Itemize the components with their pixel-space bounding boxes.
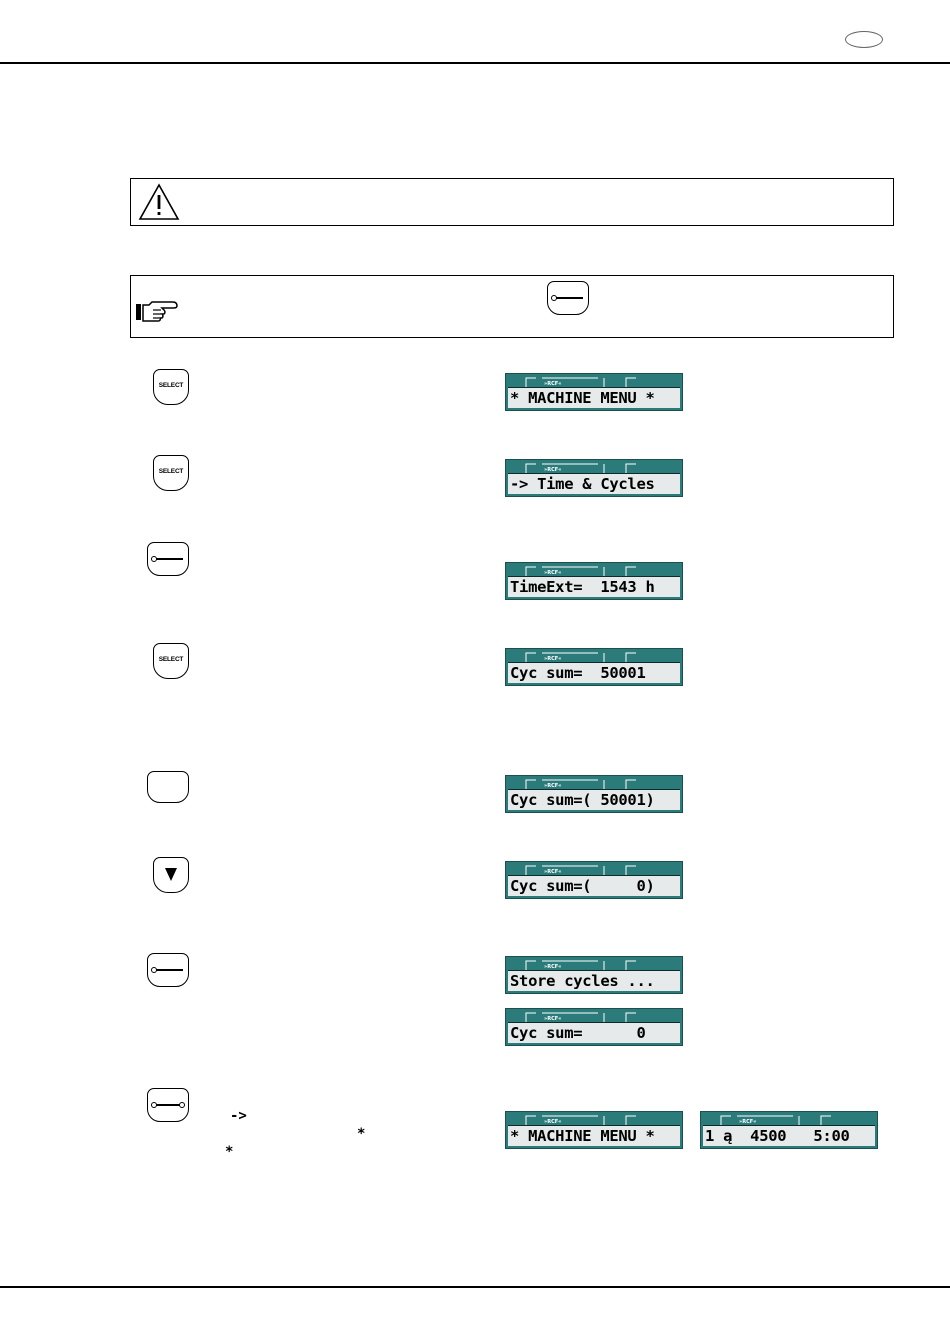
lcd-text: Cyc sum=( 50001)	[510, 791, 655, 809]
footer-rule	[0, 1286, 950, 1288]
svg-text:»RCF«: »RCF«	[544, 381, 562, 387]
warning-box	[130, 178, 894, 226]
svg-text:»RCF«: »RCF«	[544, 467, 562, 473]
svg-text:»RCF«: »RCF«	[544, 1119, 562, 1125]
asterisk-symbol: *	[357, 1126, 366, 1142]
lcd-text: Store cycles ...	[510, 972, 655, 990]
lcd-text: * MACHINE MENU *	[510, 1127, 655, 1145]
svg-text:»RCF«: »RCF«	[739, 1119, 757, 1125]
blank-key[interactable]	[147, 771, 189, 803]
enter-key-icon	[547, 281, 589, 315]
lcd-text: -> Time & Cycles	[510, 475, 655, 493]
note-box	[130, 275, 894, 338]
select-key-label: SELECT	[158, 382, 184, 389]
down-arrow-key[interactable]	[153, 857, 189, 893]
lcd-display	[505, 1008, 683, 1046]
lcd-display	[505, 562, 683, 600]
select-key[interactable]	[153, 455, 189, 491]
enter-key[interactable]	[147, 953, 189, 987]
select-key-label: SELECT	[158, 468, 184, 475]
svg-text:»RCF«: »RCF«	[544, 869, 562, 875]
lcd-display	[700, 1111, 878, 1149]
warning-triangle-icon	[137, 182, 181, 222]
lcd-text: Cyc sum=( 0)	[510, 877, 655, 895]
svg-text:»RCF«: »RCF«	[544, 783, 562, 789]
svg-text:»RCF«: »RCF«	[544, 1016, 562, 1022]
lcd-display	[505, 459, 683, 497]
svg-text:»RCF«: »RCF«	[544, 964, 562, 970]
lcd-display	[505, 775, 683, 813]
exit-key[interactable]	[147, 1088, 189, 1122]
enter-key[interactable]	[147, 542, 189, 576]
arrow-symbol: ->	[230, 1108, 247, 1124]
lcd-text: 1 ą 4500 5:00	[705, 1127, 850, 1145]
lcd-display	[505, 956, 683, 994]
lcd-text: Cyc sum= 0	[510, 1024, 646, 1042]
lcd-display	[505, 861, 683, 899]
select-key[interactable]	[153, 643, 189, 679]
select-key-label: SELECT	[158, 656, 184, 663]
lcd-display	[505, 648, 683, 686]
pointing-hand-icon	[135, 300, 179, 324]
lcd-display	[505, 1111, 683, 1149]
svg-text:»RCF«: »RCF«	[544, 570, 562, 576]
lcd-text: Cyc sum= 50001	[510, 664, 646, 682]
language-badge	[845, 31, 883, 48]
header-rule	[0, 62, 950, 64]
lcd-display	[505, 373, 683, 411]
asterisk-symbol: *	[225, 1144, 234, 1160]
select-key[interactable]	[153, 369, 189, 405]
lcd-text: * MACHINE MENU *	[510, 389, 655, 407]
lcd-text: TimeExt= 1543 h	[510, 578, 655, 596]
svg-text:»RCF«: »RCF«	[544, 656, 562, 662]
down-arrow-icon	[165, 868, 177, 881]
